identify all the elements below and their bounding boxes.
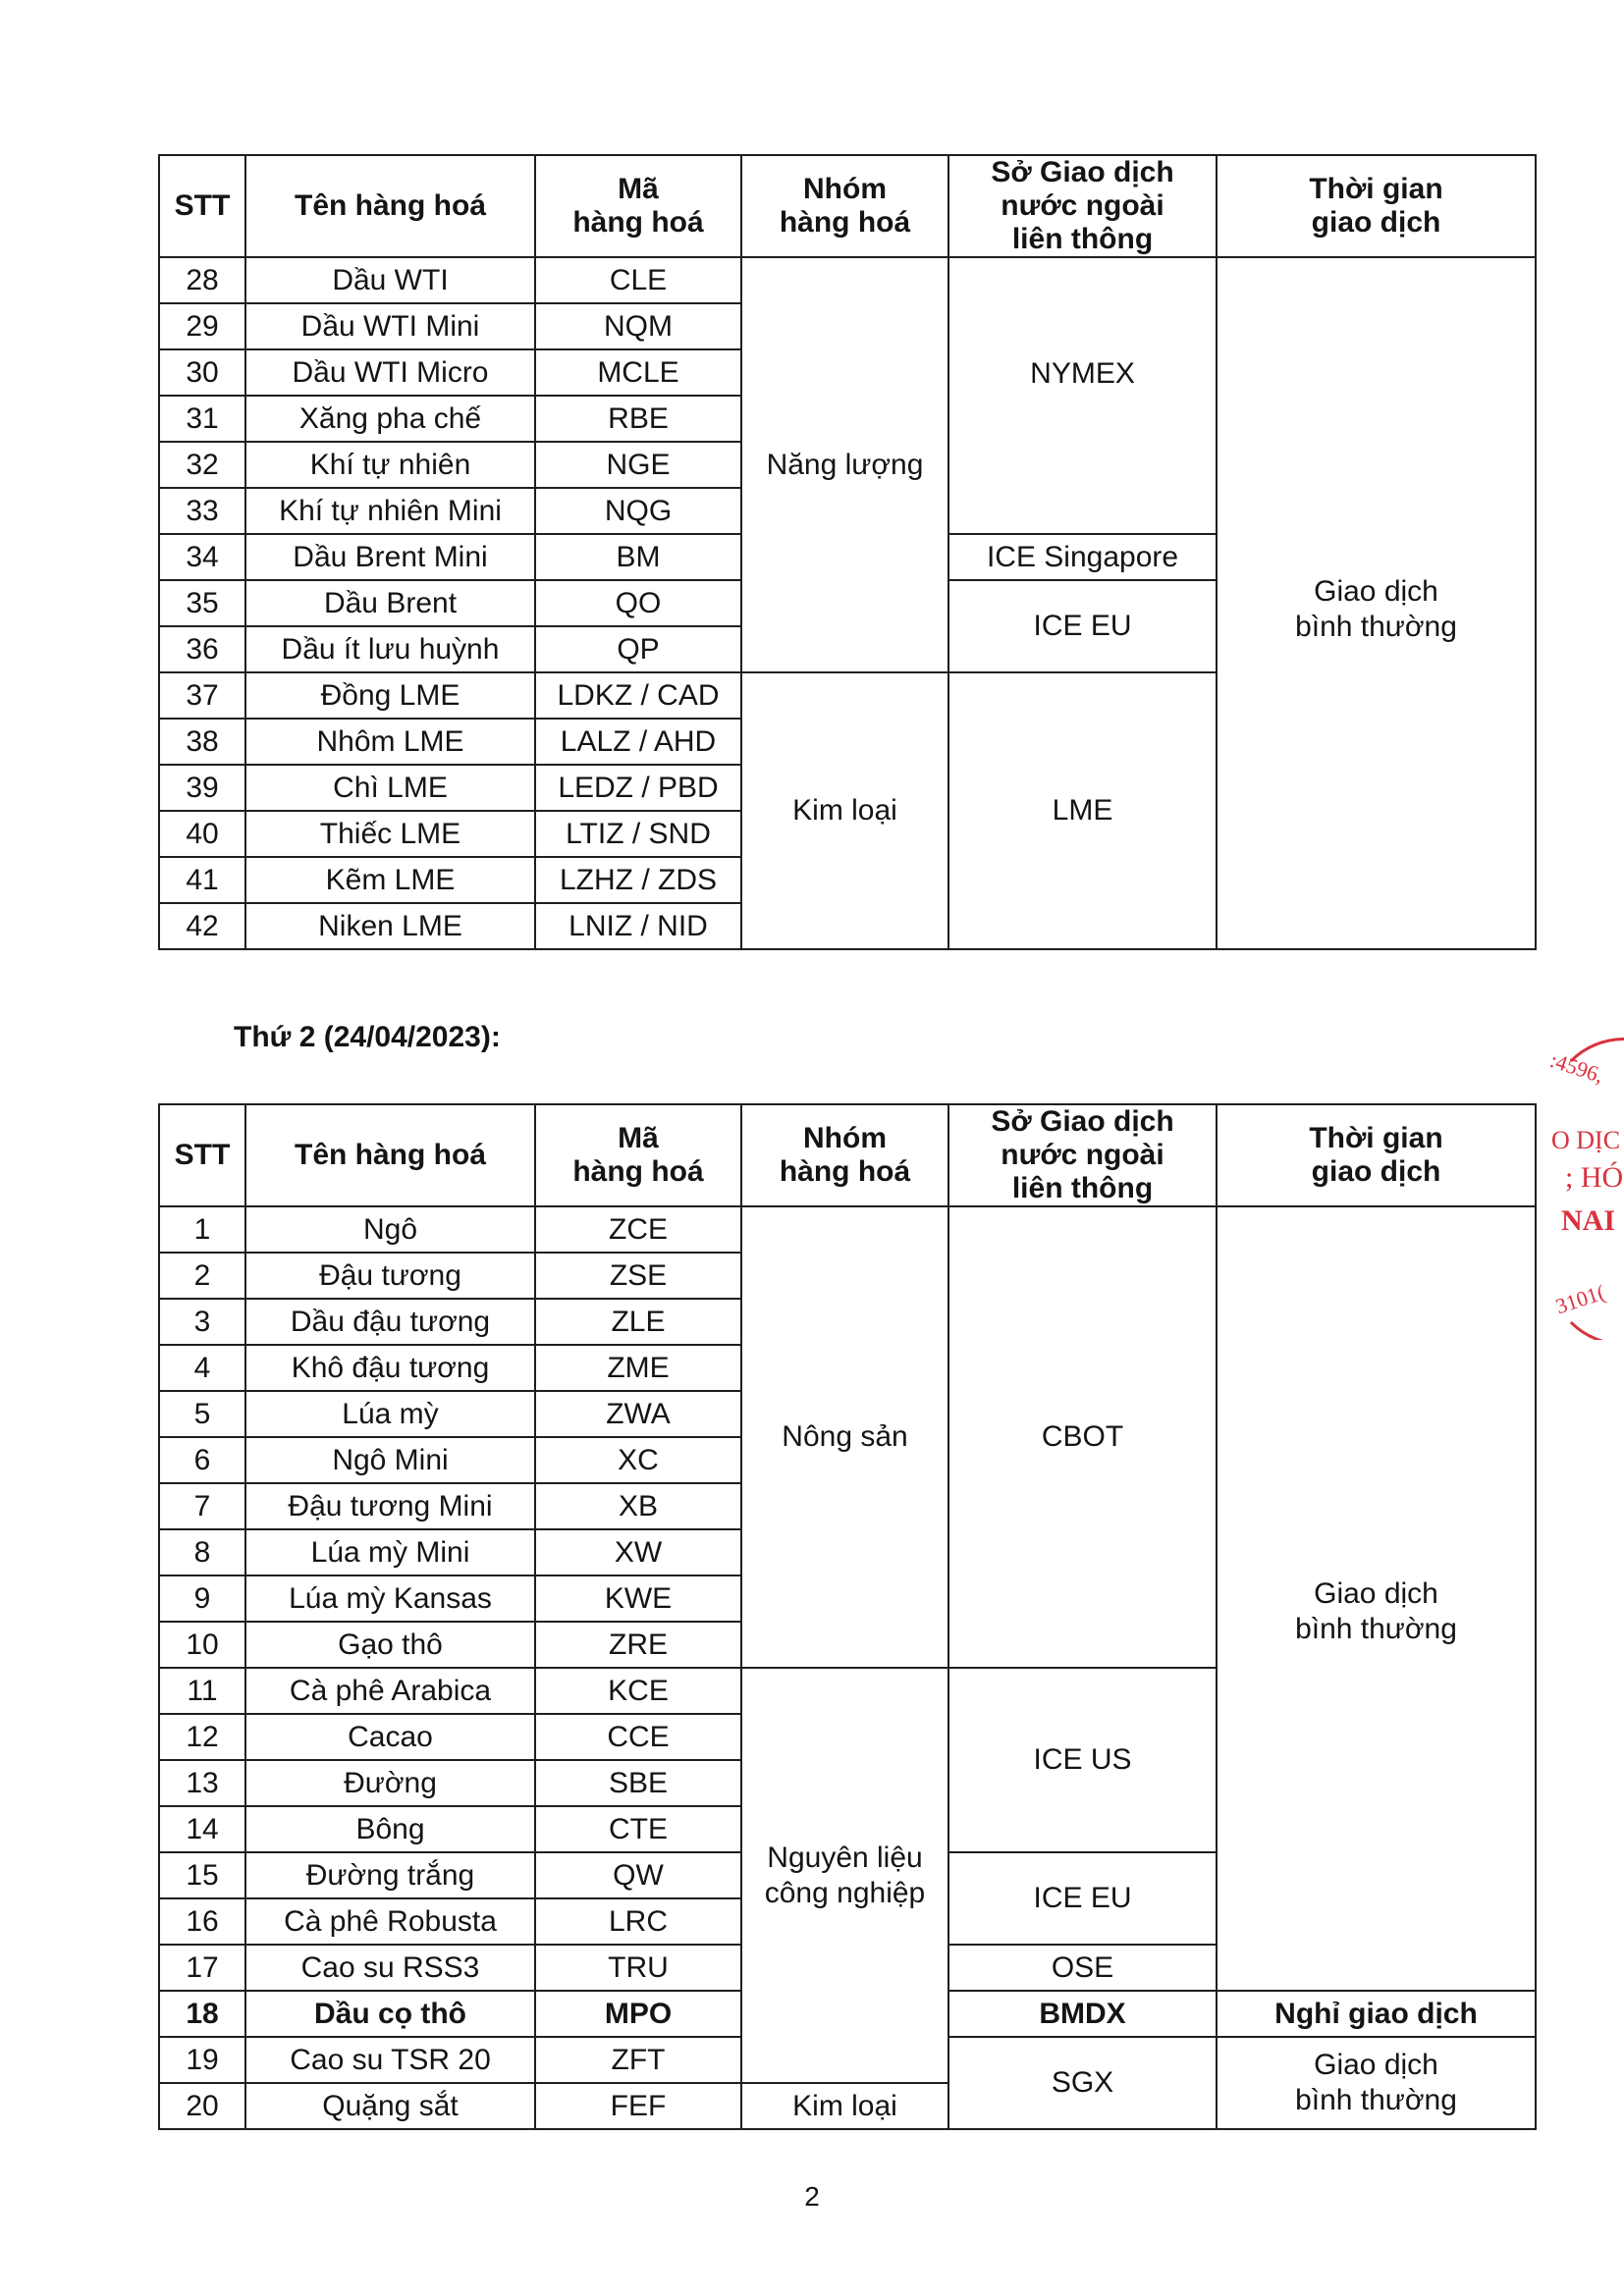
cell-code: XC (535, 1437, 741, 1483)
cell-exchange-bmdx: BMDX (948, 1991, 1217, 2037)
cell-code: LRC (535, 1898, 741, 1945)
header-name: Tên hàng hoá (245, 155, 535, 257)
cell-code: CCE (535, 1714, 741, 1760)
cell-name: Đường (245, 1760, 535, 1806)
cell-code: LNIZ / NID (535, 903, 741, 949)
cell-name: Dầu Brent Mini (245, 534, 535, 580)
cell-code: ZME (535, 1345, 741, 1391)
cell-group-energy: Năng lượng (741, 257, 948, 672)
cell-stt: 30 (159, 349, 245, 396)
header-group: Nhóm hàng hoá (741, 155, 948, 257)
cell-exchange-ice-singapore: ICE Singapore (948, 534, 1217, 580)
table-header-row (159, 155, 1536, 257)
cell-name: Đường trắng (245, 1852, 535, 1898)
cell-name: Ngô Mini (245, 1437, 535, 1483)
cell-code: MPO (535, 1991, 741, 2037)
header-group: Nhóm hàng hoá (741, 1104, 948, 1206)
cell-code: TRU (535, 1945, 741, 1991)
header-stt: STT (159, 1104, 245, 1206)
header-time: Thời gian giao dịch (1217, 155, 1536, 257)
cell-stt: 18 (159, 1991, 245, 2037)
cell-name: Chì LME (245, 765, 535, 811)
cell-code: ZFT (535, 2037, 741, 2083)
cell-code: XW (535, 1529, 741, 1575)
page-number: 2 (804, 2181, 820, 2212)
cell-stt: 42 (159, 903, 245, 949)
cell-code: KWE (535, 1575, 741, 1622)
cell-code: ZSE (535, 1253, 741, 1299)
cell-stt: 17 (159, 1945, 245, 1991)
cell-code: XB (535, 1483, 741, 1529)
cell-name: Quặng sắt (245, 2083, 535, 2129)
cell-code: NQM (535, 303, 741, 349)
cell-name: Cà phê Robusta (245, 1898, 535, 1945)
cell-time-normal-1: Giao dịch bình thường (1217, 1206, 1536, 1991)
cell-exchange-ice-eu: ICE EU (948, 1852, 1217, 1945)
cell-code: KCE (535, 1668, 741, 1714)
cell-code: ZRE (535, 1622, 741, 1668)
cell-code: CTE (535, 1806, 741, 1852)
cell-stt: 39 (159, 765, 245, 811)
cell-stt: 36 (159, 626, 245, 672)
cell-stt: 1 (159, 1206, 245, 1253)
cell-code: RBE (535, 396, 741, 442)
cell-name: Dầu WTI Mini (245, 303, 535, 349)
cell-code: NQG (535, 488, 741, 534)
cell-time-normal-2: Giao dịch bình thường (1217, 2037, 1536, 2129)
cell-name: Khí tự nhiên Mini (245, 488, 535, 534)
cell-exchange-cbot: CBOT (948, 1206, 1217, 1668)
cell-stt: 29 (159, 303, 245, 349)
cell-stt: 34 (159, 534, 245, 580)
cell-code: ZLE (535, 1299, 741, 1345)
cell-name: Đồng LME (245, 672, 535, 719)
cell-stt: 19 (159, 2037, 245, 2083)
cell-stt: 32 (159, 442, 245, 488)
cell-name: Dầu cọ thô (245, 1991, 535, 2037)
stamp-text: ; HÓ (1565, 1161, 1624, 1194)
cell-code: FEF (535, 2083, 741, 2129)
stamp-text: NAI (1561, 1204, 1616, 1237)
header-code: Mã hàng hoá (535, 1104, 741, 1206)
cell-stt: 28 (159, 257, 245, 303)
cell-code: QW (535, 1852, 741, 1898)
cell-name: Cà phê Arabica (245, 1668, 535, 1714)
commodity-table-2 (158, 1103, 1537, 2130)
cell-code: LALZ / AHD (535, 719, 741, 765)
cell-stt: 20 (159, 2083, 245, 2129)
cell-code: BM (535, 534, 741, 580)
header-code: Mã hàng hoá (535, 155, 741, 257)
cell-group-agri: Nông sản (741, 1206, 948, 1668)
cell-stt: 38 (159, 719, 245, 765)
cell-name: Cao su RSS3 (245, 1945, 535, 1991)
cell-name: Dầu ít lưu huỳnh (245, 626, 535, 672)
stamp-text: :4596, (1547, 1047, 1607, 1089)
cell-name: Nhôm LME (245, 719, 535, 765)
cell-code: SBE (535, 1760, 741, 1806)
cell-stt: 16 (159, 1898, 245, 1945)
cell-name: Đậu tương (245, 1253, 535, 1299)
cell-stt: 35 (159, 580, 245, 626)
table-row (159, 257, 1536, 303)
cell-name: Dầu WTI (245, 257, 535, 303)
cell-stt: 33 (159, 488, 245, 534)
cell-stt: 7 (159, 1483, 245, 1529)
cell-stt: 3 (159, 1299, 245, 1345)
commodity-table-1 (158, 154, 1537, 950)
cell-code: LDKZ / CAD (535, 672, 741, 719)
cell-code: LEDZ / PBD (535, 765, 741, 811)
cell-code: LTIZ / SND (535, 811, 741, 857)
cell-code: QP (535, 626, 741, 672)
cell-name: Dầu WTI Micro (245, 349, 535, 396)
cell-code: ZCE (535, 1206, 741, 1253)
cell-stt: 10 (159, 1622, 245, 1668)
header-exchange: Sở Giao dịch nước ngoài liên thông (948, 1104, 1217, 1206)
cell-exchange-nymex: NYMEX (948, 257, 1217, 534)
stamp-text: O DỊC (1551, 1126, 1621, 1154)
cell-name: Ngô (245, 1206, 535, 1253)
cell-stt: 37 (159, 672, 245, 719)
cell-code: LZHZ / ZDS (535, 857, 741, 903)
cell-stt: 8 (159, 1529, 245, 1575)
cell-name: Lúa mỳ Kansas (245, 1575, 535, 1622)
header-time: Thời gian giao dịch (1217, 1104, 1536, 1206)
cell-exchange-ice-eu: ICE EU (948, 580, 1217, 672)
cell-exchange-sgx: SGX (948, 2037, 1217, 2129)
cell-stt: 11 (159, 1668, 245, 1714)
cell-stt: 6 (159, 1437, 245, 1483)
cell-name: Thiếc LME (245, 811, 535, 857)
cell-name: Đậu tương Mini (245, 1483, 535, 1529)
cell-exchange-ice-us: ICE US (948, 1668, 1217, 1852)
cell-name: Lúa mỳ Mini (245, 1529, 535, 1575)
cell-name: Cao su TSR 20 (245, 2037, 535, 2083)
cell-stt: 14 (159, 1806, 245, 1852)
cell-name: Bông (245, 1806, 535, 1852)
stamp-text: 3101( (1552, 1279, 1608, 1319)
cell-stt: 2 (159, 1253, 245, 1299)
cell-code: NGE (535, 442, 741, 488)
cell-stt: 40 (159, 811, 245, 857)
cell-name: Khô đậu tương (245, 1345, 535, 1391)
cell-exchange-lme: LME (948, 672, 1217, 949)
cell-name: Lúa mỳ (245, 1391, 535, 1437)
cell-name: Dầu Brent (245, 580, 535, 626)
cell-name: Niken LME (245, 903, 535, 949)
cell-exchange-ose: OSE (948, 1945, 1217, 1991)
cell-code: CLE (535, 257, 741, 303)
cell-name: Xăng pha chế (245, 396, 535, 442)
cell-name: Kẽm LME (245, 857, 535, 903)
cell-name: Dầu đậu tương (245, 1299, 535, 1345)
cell-time-normal: Giao dịch bình thường (1217, 257, 1536, 949)
cell-stt: 4 (159, 1345, 245, 1391)
cell-code: MCLE (535, 349, 741, 396)
cell-stt: 5 (159, 1391, 245, 1437)
table-header-row (159, 1104, 1536, 1206)
cell-name: Cacao (245, 1714, 535, 1760)
red-seal-stamp (1547, 1036, 1624, 1340)
cell-stt: 9 (159, 1575, 245, 1622)
cell-code: QO (535, 580, 741, 626)
cell-group-industrial: Nguyên liệu công nghiệp (741, 1668, 948, 2083)
cell-stt: 13 (159, 1760, 245, 1806)
cell-stt: 12 (159, 1714, 245, 1760)
cell-group-metal: Kim loại (741, 2083, 948, 2129)
cell-stt: 15 (159, 1852, 245, 1898)
cell-group-metal: Kim loại (741, 672, 948, 949)
cell-stt: 41 (159, 857, 245, 903)
header-name: Tên hàng hoá (245, 1104, 535, 1206)
cell-name: Khí tự nhiên (245, 442, 535, 488)
header-stt: STT (159, 155, 245, 257)
cell-name: Gạo thô (245, 1622, 535, 1668)
cell-code: ZWA (535, 1391, 741, 1437)
cell-stt: 31 (159, 396, 245, 442)
header-exchange: Sở Giao dịch nước ngoài liên thông (948, 155, 1217, 257)
cell-time-closed: Nghỉ giao dịch (1217, 1991, 1536, 2037)
table-row (159, 1206, 1536, 1253)
section-heading-date: Thứ 2 (24/04/2023): (234, 1021, 501, 1053)
